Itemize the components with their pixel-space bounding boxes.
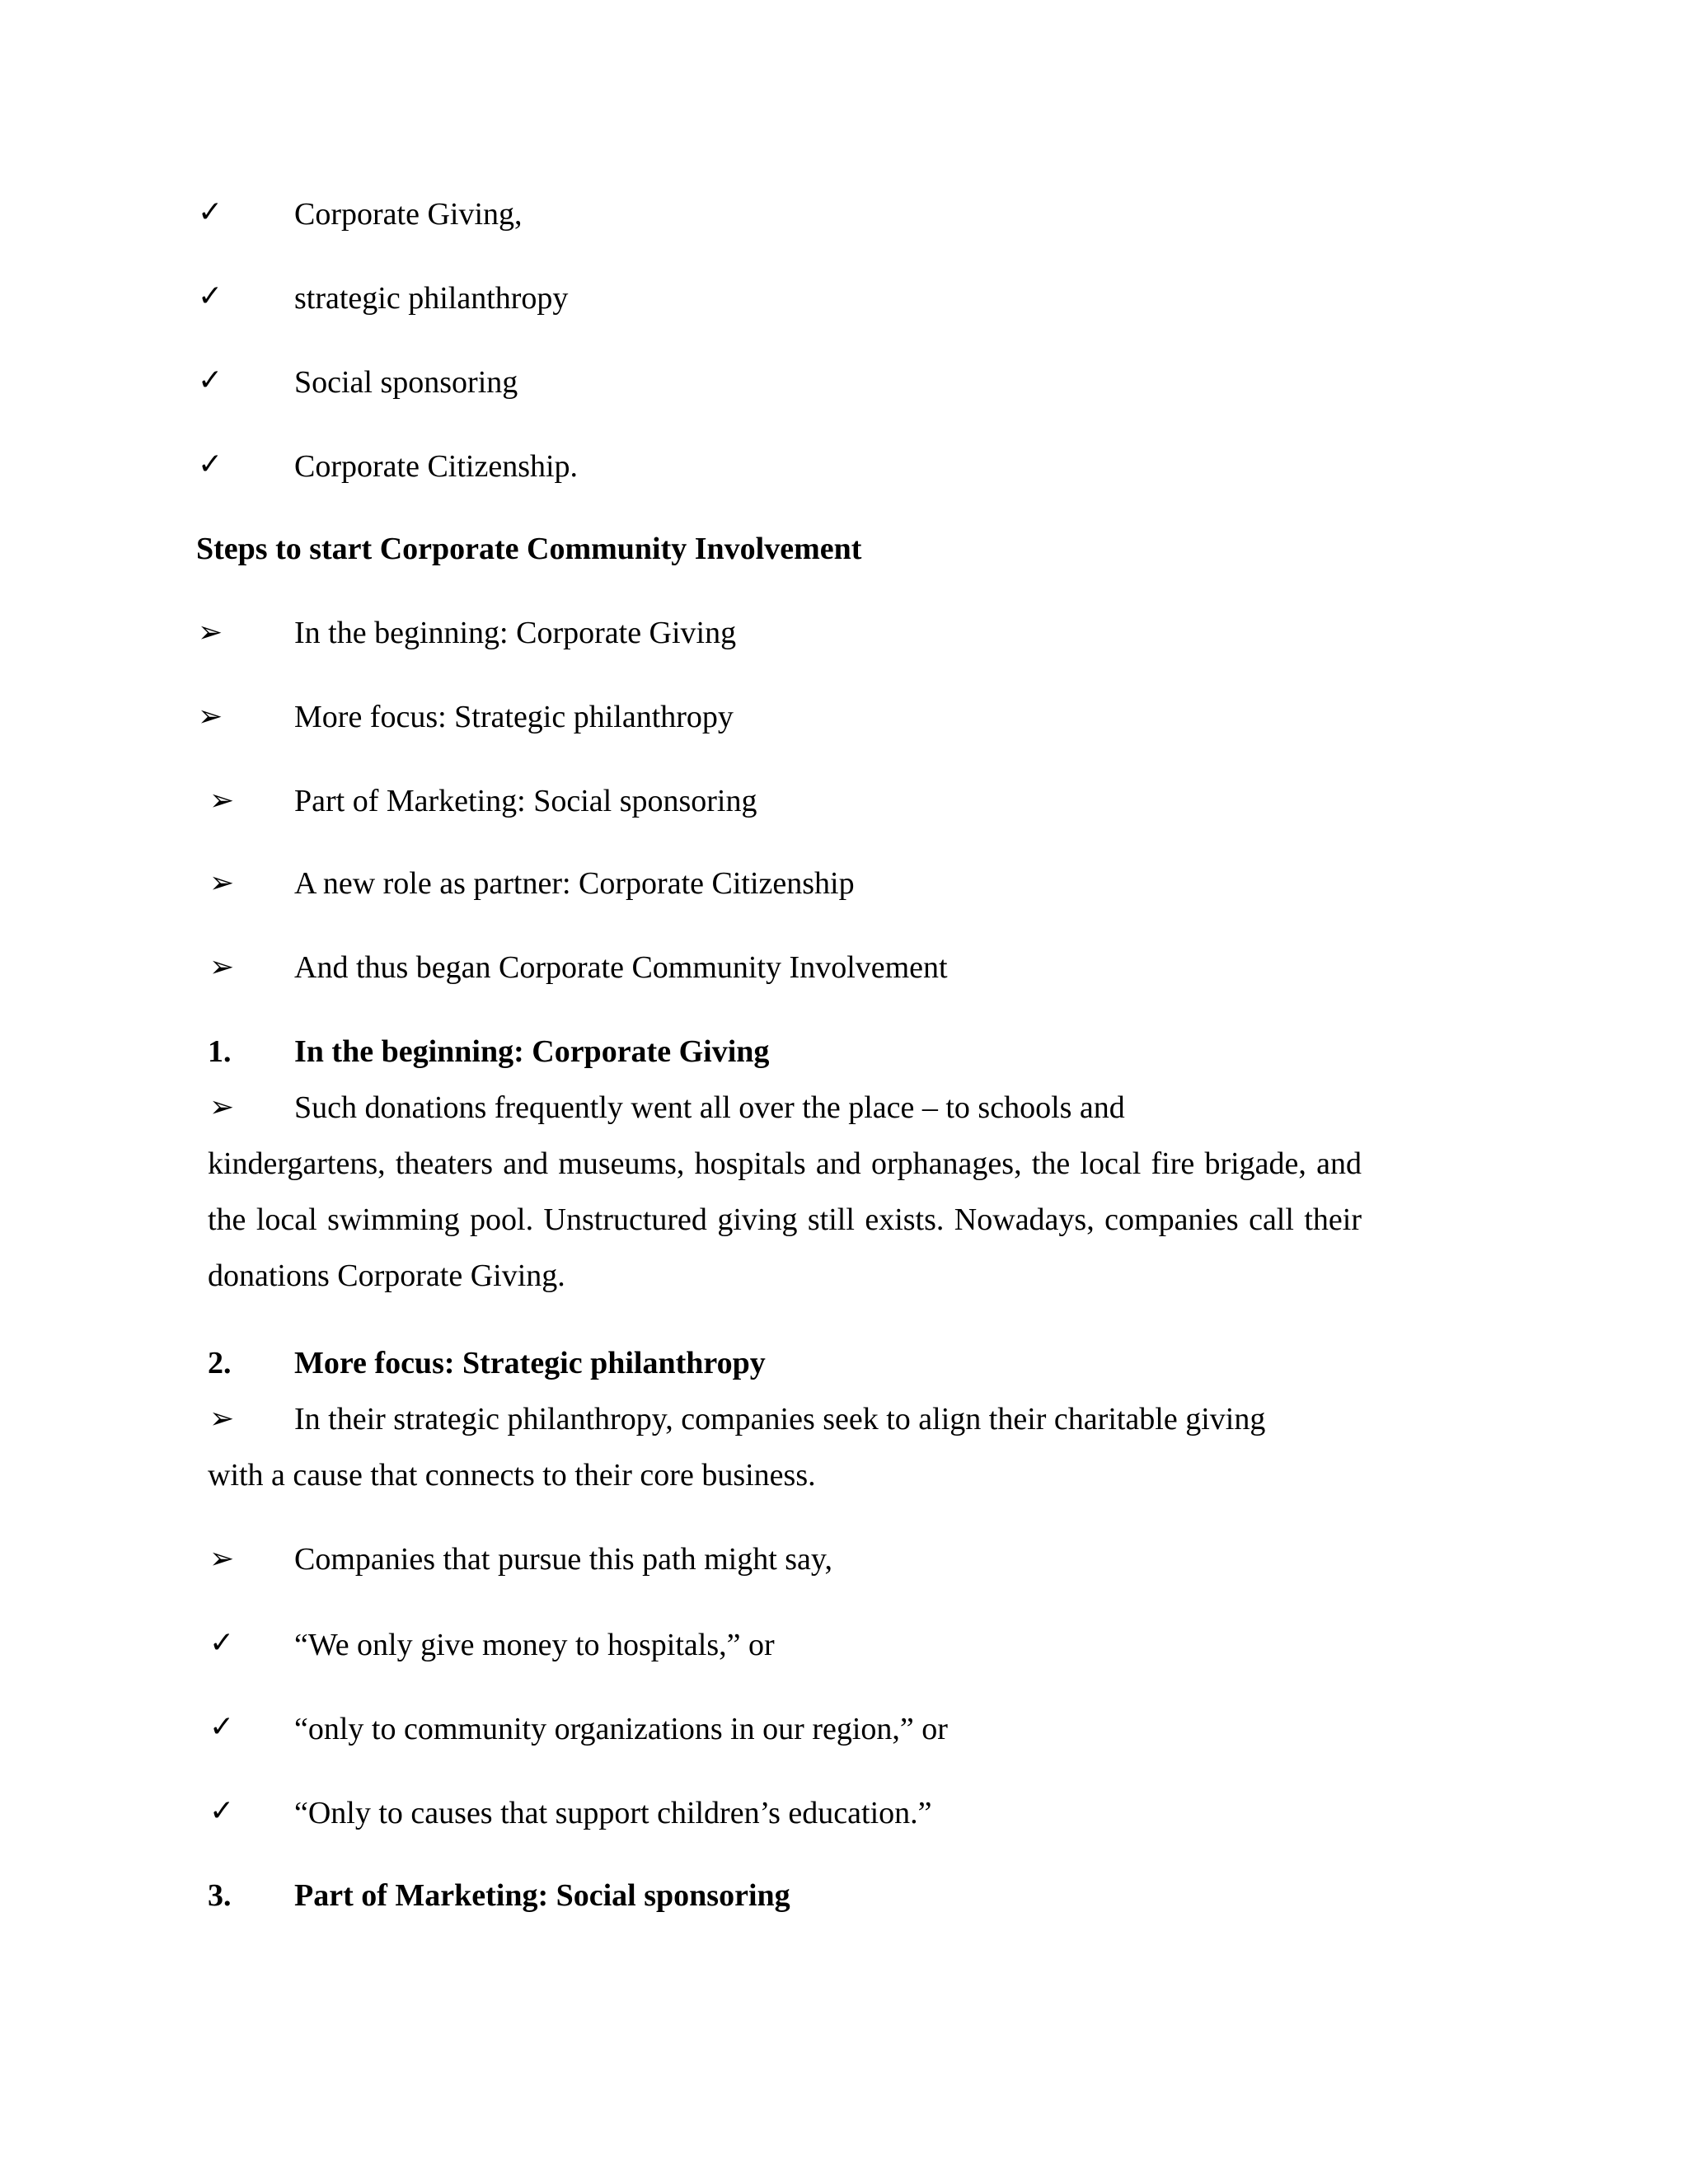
list-item: A new role as partner: Corporate Citizenship: [294, 866, 855, 901]
list-item: “Only to causes that support children’s education.”: [294, 1796, 932, 1830]
checkmark-icon: ✓: [198, 195, 223, 229]
arrow-bullet-icon: ➢: [198, 700, 223, 733]
checkmark-icon: ✓: [198, 279, 223, 313]
arrow-bullet-icon: ➢: [198, 616, 223, 649]
checkmark-icon: ✓: [209, 1794, 235, 1828]
list-item: “only to community organizations in our region,” or: [294, 1712, 948, 1746]
paragraph: with a cause that connects to their core business.: [208, 1458, 816, 1493]
checkmark-icon: ✓: [209, 1710, 235, 1744]
arrow-bullet-icon: ➢: [209, 1402, 235, 1436]
checkmark-icon: ✓: [198, 448, 223, 481]
arrow-bullet-icon: ➢: [209, 866, 235, 900]
list-item: Companies that pursue this path might say,: [294, 1542, 832, 1577]
list-item: Corporate Citizenship.: [294, 449, 579, 484]
list-item: Social sponsoring: [294, 365, 518, 400]
paragraph: kindergartens, theaters and museums, hospitals and orphanages, the local fire brigade, and the local swimming pool. Unstructured giving still exists. Nowadays, companies call their donations Corporate Giving.: [208, 1146, 1362, 1293]
section-heading: In the beginning: Corporate Giving: [294, 1034, 770, 1069]
list-item: Part of Marketing: Social sponsoring: [294, 784, 757, 818]
list-item: More focus: Strategic philanthropy: [294, 700, 734, 734]
paragraph-first-line: In their strategic philanthropy, companies seek to align their charitable giving: [294, 1402, 1266, 1436]
section-number: 2.: [208, 1346, 232, 1380]
section-number: 1.: [208, 1034, 232, 1069]
section-number: 3.: [208, 1878, 232, 1913]
checkmark-icon: ✓: [209, 1626, 235, 1660]
list-item: In the beginning: Corporate Giving: [294, 616, 737, 650]
checkmark-icon: ✓: [198, 363, 223, 397]
section-heading: Steps to start Corporate Community Involvement: [196, 532, 862, 566]
arrow-bullet-icon: ➢: [209, 784, 235, 818]
list-item: Corporate Giving,: [294, 197, 523, 232]
section-heading: Part of Marketing: Social sponsoring: [294, 1878, 790, 1913]
arrow-bullet-icon: ➢: [209, 950, 235, 984]
list-item: And thus began Corporate Community Involvement: [294, 950, 948, 985]
list-item: “We only give money to hospitals,” or: [294, 1628, 775, 1662]
section-heading: More focus: Strategic philanthropy: [294, 1346, 766, 1380]
arrow-bullet-icon: ➢: [209, 1090, 235, 1124]
arrow-bullet-icon: ➢: [209, 1542, 235, 1576]
list-item: strategic philanthropy: [294, 281, 569, 316]
paragraph-first-line: Such donations frequently went all over the place – to schools and: [294, 1090, 1125, 1125]
